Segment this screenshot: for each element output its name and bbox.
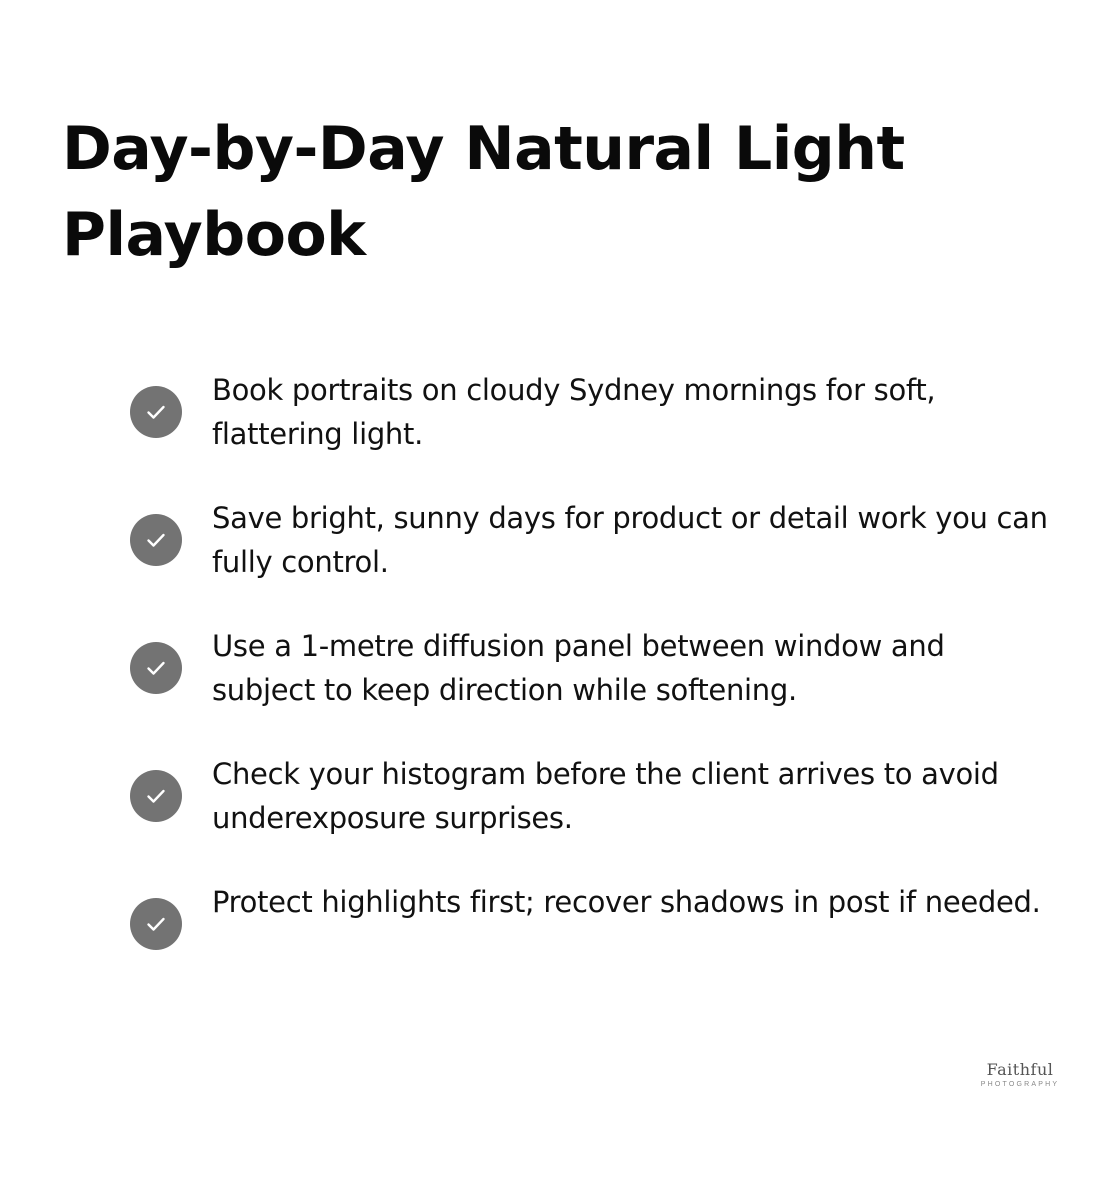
brand-subtitle: PHOTOGRAPHY (980, 1081, 1060, 1088)
check-icon (130, 514, 182, 566)
list-item (130, 368, 1070, 496)
page-title: Day-by-Day Natural Light Playbook (62, 114, 905, 270)
list-item-text: Book portraits on cloudy Sydney mornings for soft, flattering light. (212, 373, 936, 451)
brand-logo (972, 1060, 1068, 1090)
list-item (130, 624, 1070, 752)
list-item (130, 752, 1070, 880)
brand-name: Faithful (986, 1060, 1054, 1079)
list-item (130, 880, 1070, 1008)
check-icon (130, 770, 182, 822)
list-item-text: Protect highlights first; recover shadows in post if needed. (212, 885, 1041, 919)
checklist (130, 368, 1070, 1008)
list-item (130, 496, 1070, 624)
check-icon (130, 642, 182, 694)
check-icon (130, 898, 182, 950)
list-item-text: Use a 1-metre diffusion panel between window and subject to keep direction while softening. (212, 629, 945, 707)
check-icon (130, 386, 182, 438)
list-item-text: Check your histogram before the client arrives to avoid underexposure surprises. (212, 757, 999, 835)
list-item-text: Save bright, sunny days for product or detail work you can fully control. (212, 501, 1048, 579)
